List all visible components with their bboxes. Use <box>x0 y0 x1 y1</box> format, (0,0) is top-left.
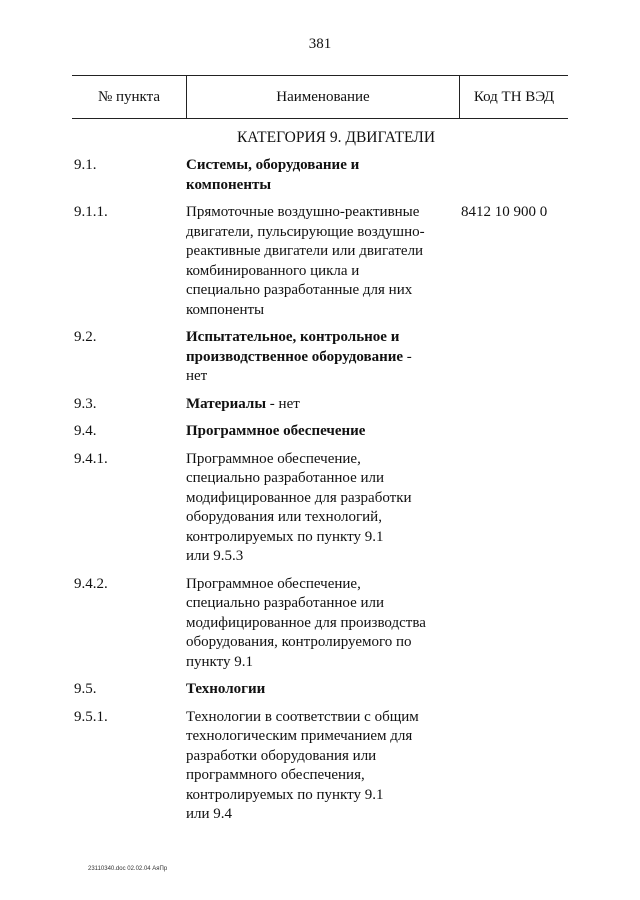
table-body <box>74 156 574 833</box>
row-name-bold: Материалы <box>186 395 267 412</box>
row-number: 9.4. <box>74 423 97 439</box>
row-code <box>461 680 574 700</box>
row-code <box>461 708 574 825</box>
row-name-bold: Системы, оборудование и компоненты <box>186 157 360 193</box>
row-name-bold: Испытательное, контрольное и производственное оборудование <box>186 329 404 365</box>
table-header <box>72 75 568 119</box>
row-name <box>186 450 461 567</box>
row-name-rest: - нет <box>266 395 300 412</box>
row-number: 9.2. <box>74 329 97 345</box>
header-col-name: Наименование <box>186 76 460 118</box>
row-name <box>186 395 461 415</box>
row-code <box>461 575 574 673</box>
row-number: 9.1.1. <box>74 204 108 220</box>
table-row <box>74 422 574 442</box>
row-name <box>186 156 461 195</box>
row-name-rest: Технологии в соответствии с общим технологическим примечанием для разработки оборудования или программного обеспечения, контролируемых по пункту 9.1 или 9.4 <box>186 708 419 822</box>
row-number: 9.5. <box>74 681 97 697</box>
row-number: 9.1. <box>74 157 97 173</box>
table-row <box>74 328 574 387</box>
table-row <box>74 156 574 195</box>
table-row <box>74 708 574 825</box>
row-name-bold: Программное обеспечение <box>186 423 366 439</box>
document-footer: 23110340.doc 02.02.04 АяПр <box>88 866 168 872</box>
row-name-rest: Программное обеспечение, специально разработанное или модифицированное для разработки оборудования или технологий, контролируемых по пункту 9.1 или 9.5.3 <box>186 450 412 564</box>
row-name <box>186 575 461 673</box>
header-col-code: Код ТН ВЭД <box>473 88 555 105</box>
row-name <box>186 203 461 320</box>
row-name <box>186 422 461 442</box>
row-name-rest: - нет <box>186 348 412 384</box>
row-name <box>186 328 461 387</box>
row-code: 8412 10 900 0 <box>461 204 548 220</box>
row-name-rest: Программное обеспечение, специально разработанное или модифицированное для производства оборудования, контролируемого по пункту 9.1 <box>186 575 426 670</box>
row-code <box>461 328 574 387</box>
row-number: 9.3. <box>74 395 97 412</box>
row-name-bold: Технологии <box>186 681 266 697</box>
row-number: 9.5.1. <box>74 708 108 725</box>
row-code <box>461 422 574 442</box>
table-row <box>74 680 574 700</box>
row-name <box>186 680 461 700</box>
header-col-number: № пункта <box>97 88 161 105</box>
category-title: КАТЕГОРИЯ 9. ДВИГАТЕЛИ <box>236 129 436 146</box>
table-row <box>74 450 574 567</box>
row-name-rest: Прямоточные воздушно-реактивные двигатели, пульсирующие воздушно- реактивные двигатели или двигатели комбинированного цикла и специально разработанные для них компоненты <box>186 204 425 318</box>
row-code <box>461 450 574 567</box>
page-number: 381 <box>308 36 332 52</box>
row-name <box>186 708 461 825</box>
row-number: 9.4.1. <box>74 450 108 467</box>
table-row <box>74 203 574 320</box>
table-row <box>74 395 574 415</box>
row-code <box>461 395 574 415</box>
row-code <box>461 156 574 195</box>
table-row <box>74 575 574 673</box>
row-number: 9.4.2. <box>74 575 108 592</box>
